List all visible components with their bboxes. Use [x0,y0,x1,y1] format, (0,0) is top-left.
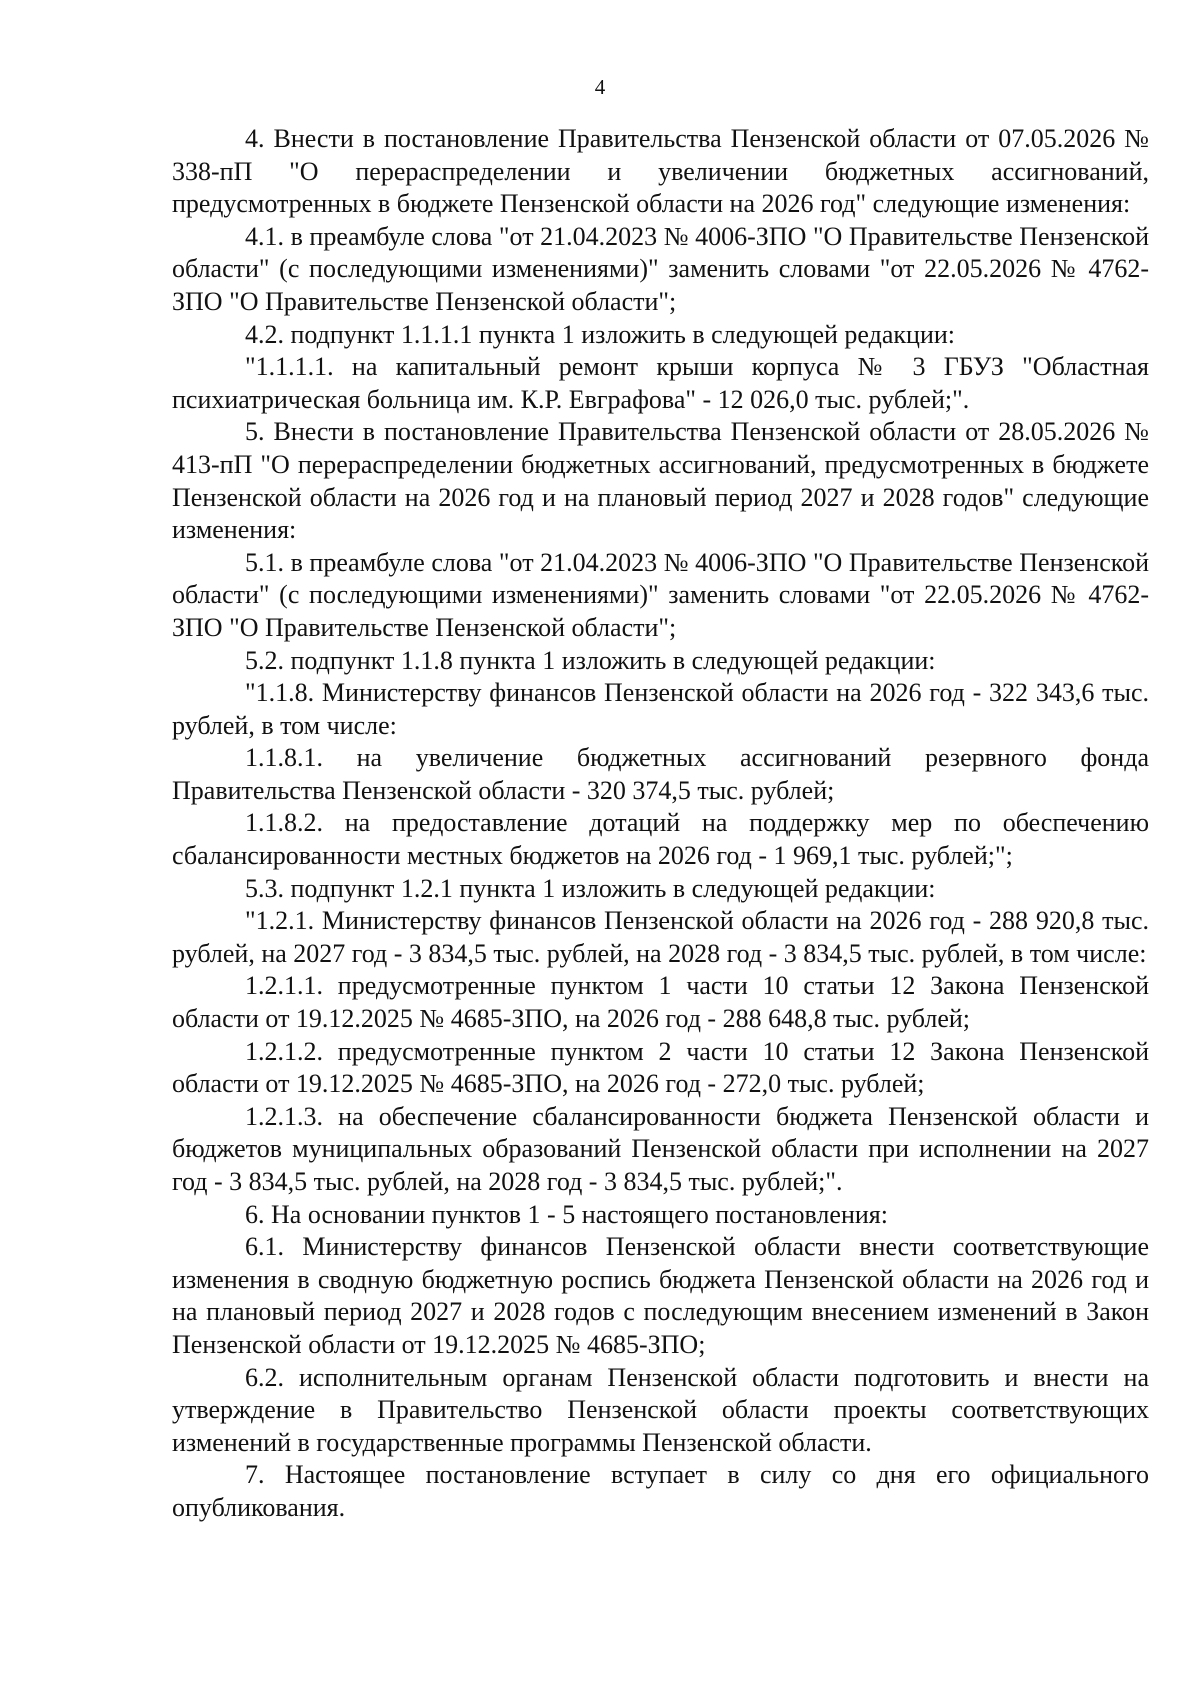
document-body [172,123,1149,1525]
paragraph-7: 7. Настоящее постановление вступает в силу со дня его официального опубликования. [172,1460,1149,1522]
paragraph-4-1: 4.1. в преамбуле слова "от 21.04.2023 № 4006-ЗПО "О Правительстве Пензенской области" (с последующими изменениями)" заменить словами "от 22.05.2026 № 4762-ЗПО "О Правительстве Пензенской области"; [172,221,1149,316]
quoted-item-1-2-1-2: 1.2.1.2. предусмотренные пунктом 2 части 10 статьи 12 Закона Пензенской области от 19.12.2025 № 4685-ЗПО, на 2026 год - 272,0 тыс. рублей; [172,1036,1149,1099]
paragraph-5-3: 5.3. подпункт 1.2.1 пункта 1 изложить в следующей редакции: [245,873,936,903]
paragraph-5-1: 5.1. в преамбуле слова "от 21.04.2023 № 4006-ЗПО "О Правительстве Пензенской области" (с последующими изменениями)" заменить словами "от 22.05.2026 № 4762-ЗПО "О Правительстве Пензенской области"; [172,547,1149,642]
paragraph-4-2: 4.2. подпункт 1.1.1.1 пункта 1 изложить в следующей редакции: [245,319,955,349]
paragraph-4: 4. Внести в постановление Правительства Пензенской области от 07.05.2026 № 338-пП "О перераспределении и увеличении бюджетных ассигнований, предусмотренных в бюджете Пензенской области на 2026 год" следующие изменения: [172,124,1149,219]
paragraph-5: 5. Внести в постановление Правительства Пензенской области от 28.05.2026 № 413-пП "О перераспределении бюджетных ассигнований, предусмотренных в бюджете Пензенской области на 2026 год и на плановый период 2027 и 2028 годов" следующие изменения: [172,417,1149,545]
quoted-item-1-1-8-1: 1.1.8.1. на увеличение бюджетных ассигнований резервного фонда Правительства Пензенской области - 320 374,5 тыс. рублей; [172,743,1149,805]
paragraph-6-2: 6.2. исполнительным органам Пензенской области подготовить и внести на утверждение в Правительство Пензенской области проекты соответствующих изменений в государственные программы Пензенской области. [172,1362,1149,1457]
paragraph-5-2: 5.2. подпункт 1.1.8 пункта 1 изложить в следующей редакции: [245,645,936,675]
page-number: 4 [594,75,606,99]
quoted-item-1-1-1-1: "1.1.1.1. на капитальный ремонт крыши корпуса № 3 ГБУЗ "Областная психиатрическая больница им. К.Р. Евграфова" - 12 026,0 тыс. рублей;". [172,352,1149,414]
quoted-item-1-2-1-1: 1.2.1.1. предусмотренные пунктом 1 части 10 статьи 12 Закона Пензенской области от 19.12.2025 № 4685-ЗПО, на 2026 год - 288 648,8 тыс. рублей; [172,971,1149,1034]
paragraph-6: 6. На основании пунктов 1 - 5 настоящего постановления: [245,1199,888,1229]
quoted-item-1-1-8: "1.1.8. Министерству финансов Пензенской области на 2026 год - 322 343,6 тыс. рублей, в том числе: [172,678,1149,740]
paragraph-6-1: 6.1. Министерству финансов Пензенской области внести соответствующие изменения в сводную бюджетную роспись бюджета Пензенской области на 2026 год и на плановый период 2027 и 2028 годов с последующим внесением изменений в Закон Пензенской области от 19.12.2025 № 4685-ЗПО; [172,1232,1149,1359]
quoted-item-1-2-1-3: 1.2.1.3. на обеспечение сбалансированности бюджета Пензенской области и бюджетов муниципальных образований Пензенской области при исполнении на 2027 год - 3 834,5 тыс. рублей, на 2028 год - 3 834,5 тыс. рублей;". [172,1101,1149,1196]
quoted-item-1-2-1: "1.2.1. Министерству финансов Пензенской области на 2026 год - 288 920,8 тыс. рублей, на 2027 год - 3 834,5 тыс. рублей, на 2028 год - 3 834,5 тыс. рублей, в том числе: [172,906,1149,968]
quoted-item-1-1-8-2: 1.1.8.2. на предоставление дотаций на поддержку мер по обеспечению сбалансированности местных бюджетов на 2026 год - 1 969,1 тыс. рублей;"; [172,808,1149,871]
